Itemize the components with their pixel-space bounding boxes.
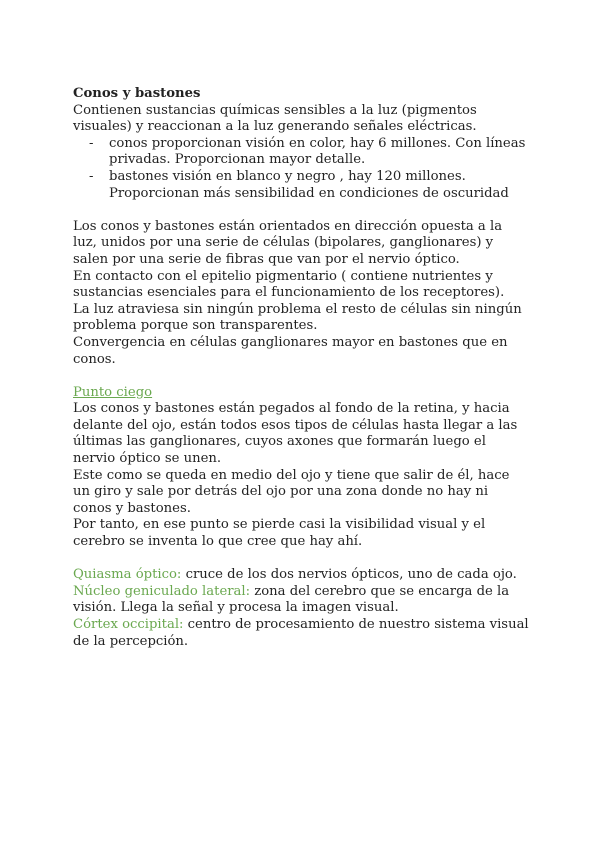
bullet-list	[73, 136, 530, 202]
definition-quiasma	[73, 567, 530, 584]
definition-text: centro de procesamiento de nuestro sistema visual de la percepción.	[73, 617, 529, 649]
term-cortex: Córtex occipital:	[73, 617, 184, 632]
paragraph-punto-ciego-1: Los conos y bastones están pegados al fondo de la retina, y hacia delante del ojo, están todos esos tipos de células hasta llegar a las últimas las ganglionares, cuyos axones que formarán luego el nervio óptico se unen.	[73, 401, 518, 467]
definition-text: zona del cerebro que se encarga de la visión. Llega la señal y procesa la imagen visual.	[73, 583, 510, 616]
heading-punto-ciego: Punto ciego	[73, 384, 153, 400]
intro-paragraph: Contienen sustancias químicas sensibles a la luz (pigmentos visuales) y reaccionan a la luz generando señales eléctricas.	[73, 102, 477, 135]
term-nucleo: Núcleo geniculado lateral:	[73, 583, 251, 599]
spacer	[73, 551, 530, 568]
bullet-item-conos	[73, 136, 530, 169]
paragraph-punto-ciego-2: Este como se queda en medio del ojo y tiene que salir de él, hace un giro y sale por detrás del ojo por una zona donde no hay ni conos y bastones.	[73, 467, 510, 516]
definition-nucleo	[73, 584, 530, 617]
section-title-conos-bastones: Conos y bastones	[73, 86, 201, 101]
term-quiasma: Quiasma óptico:	[73, 567, 182, 583]
spacer	[73, 202, 530, 219]
paragraph-luz: La luz atraviesa sin ningún problema el resto de células sin ningún problema porque son transparentes.	[73, 301, 522, 334]
paragraph-orientacion: Los conos y bastones están orientados en dirección opuesta a la luz, unidos por una serie de células (bipolares, ganglionares) y salen por una serie de fibras que van por el nervio óptico.	[73, 218, 503, 267]
paragraph-convergencia: Convergencia en células ganglionares mayor en bastones que en conos.	[73, 334, 508, 367]
bullet-dash: -	[89, 135, 94, 151]
bullet-text: bastones visión en blanco y negro , hay 120 millones. Proporcionan más sensibilidad en condiciones de oscuridad	[109, 168, 509, 201]
paragraph-epitelio: En contacto con el epitelio pigmentario ( contiene nutrientes y sustancias esenciales para el funcionamiento de los receptores).	[73, 268, 505, 301]
definition-text: cruce de los dos nervios ópticos, uno de cada ojo.	[181, 567, 517, 583]
paragraph-punto-ciego-3: Por tanto, en ese punto se pierde casi la visibilidad visual y el cerebro se inventa lo que cree que hay ahí.	[73, 517, 486, 550]
spacer	[73, 368, 530, 385]
definition-cortex	[73, 617, 530, 650]
bullet-item-bastones	[73, 169, 530, 202]
bullet-text: conos proporcionan visión en color, hay 6 millones. Con líneas privadas. Proporcionan mayor detalle.	[109, 135, 526, 168]
bullet-dash: -	[89, 168, 94, 184]
